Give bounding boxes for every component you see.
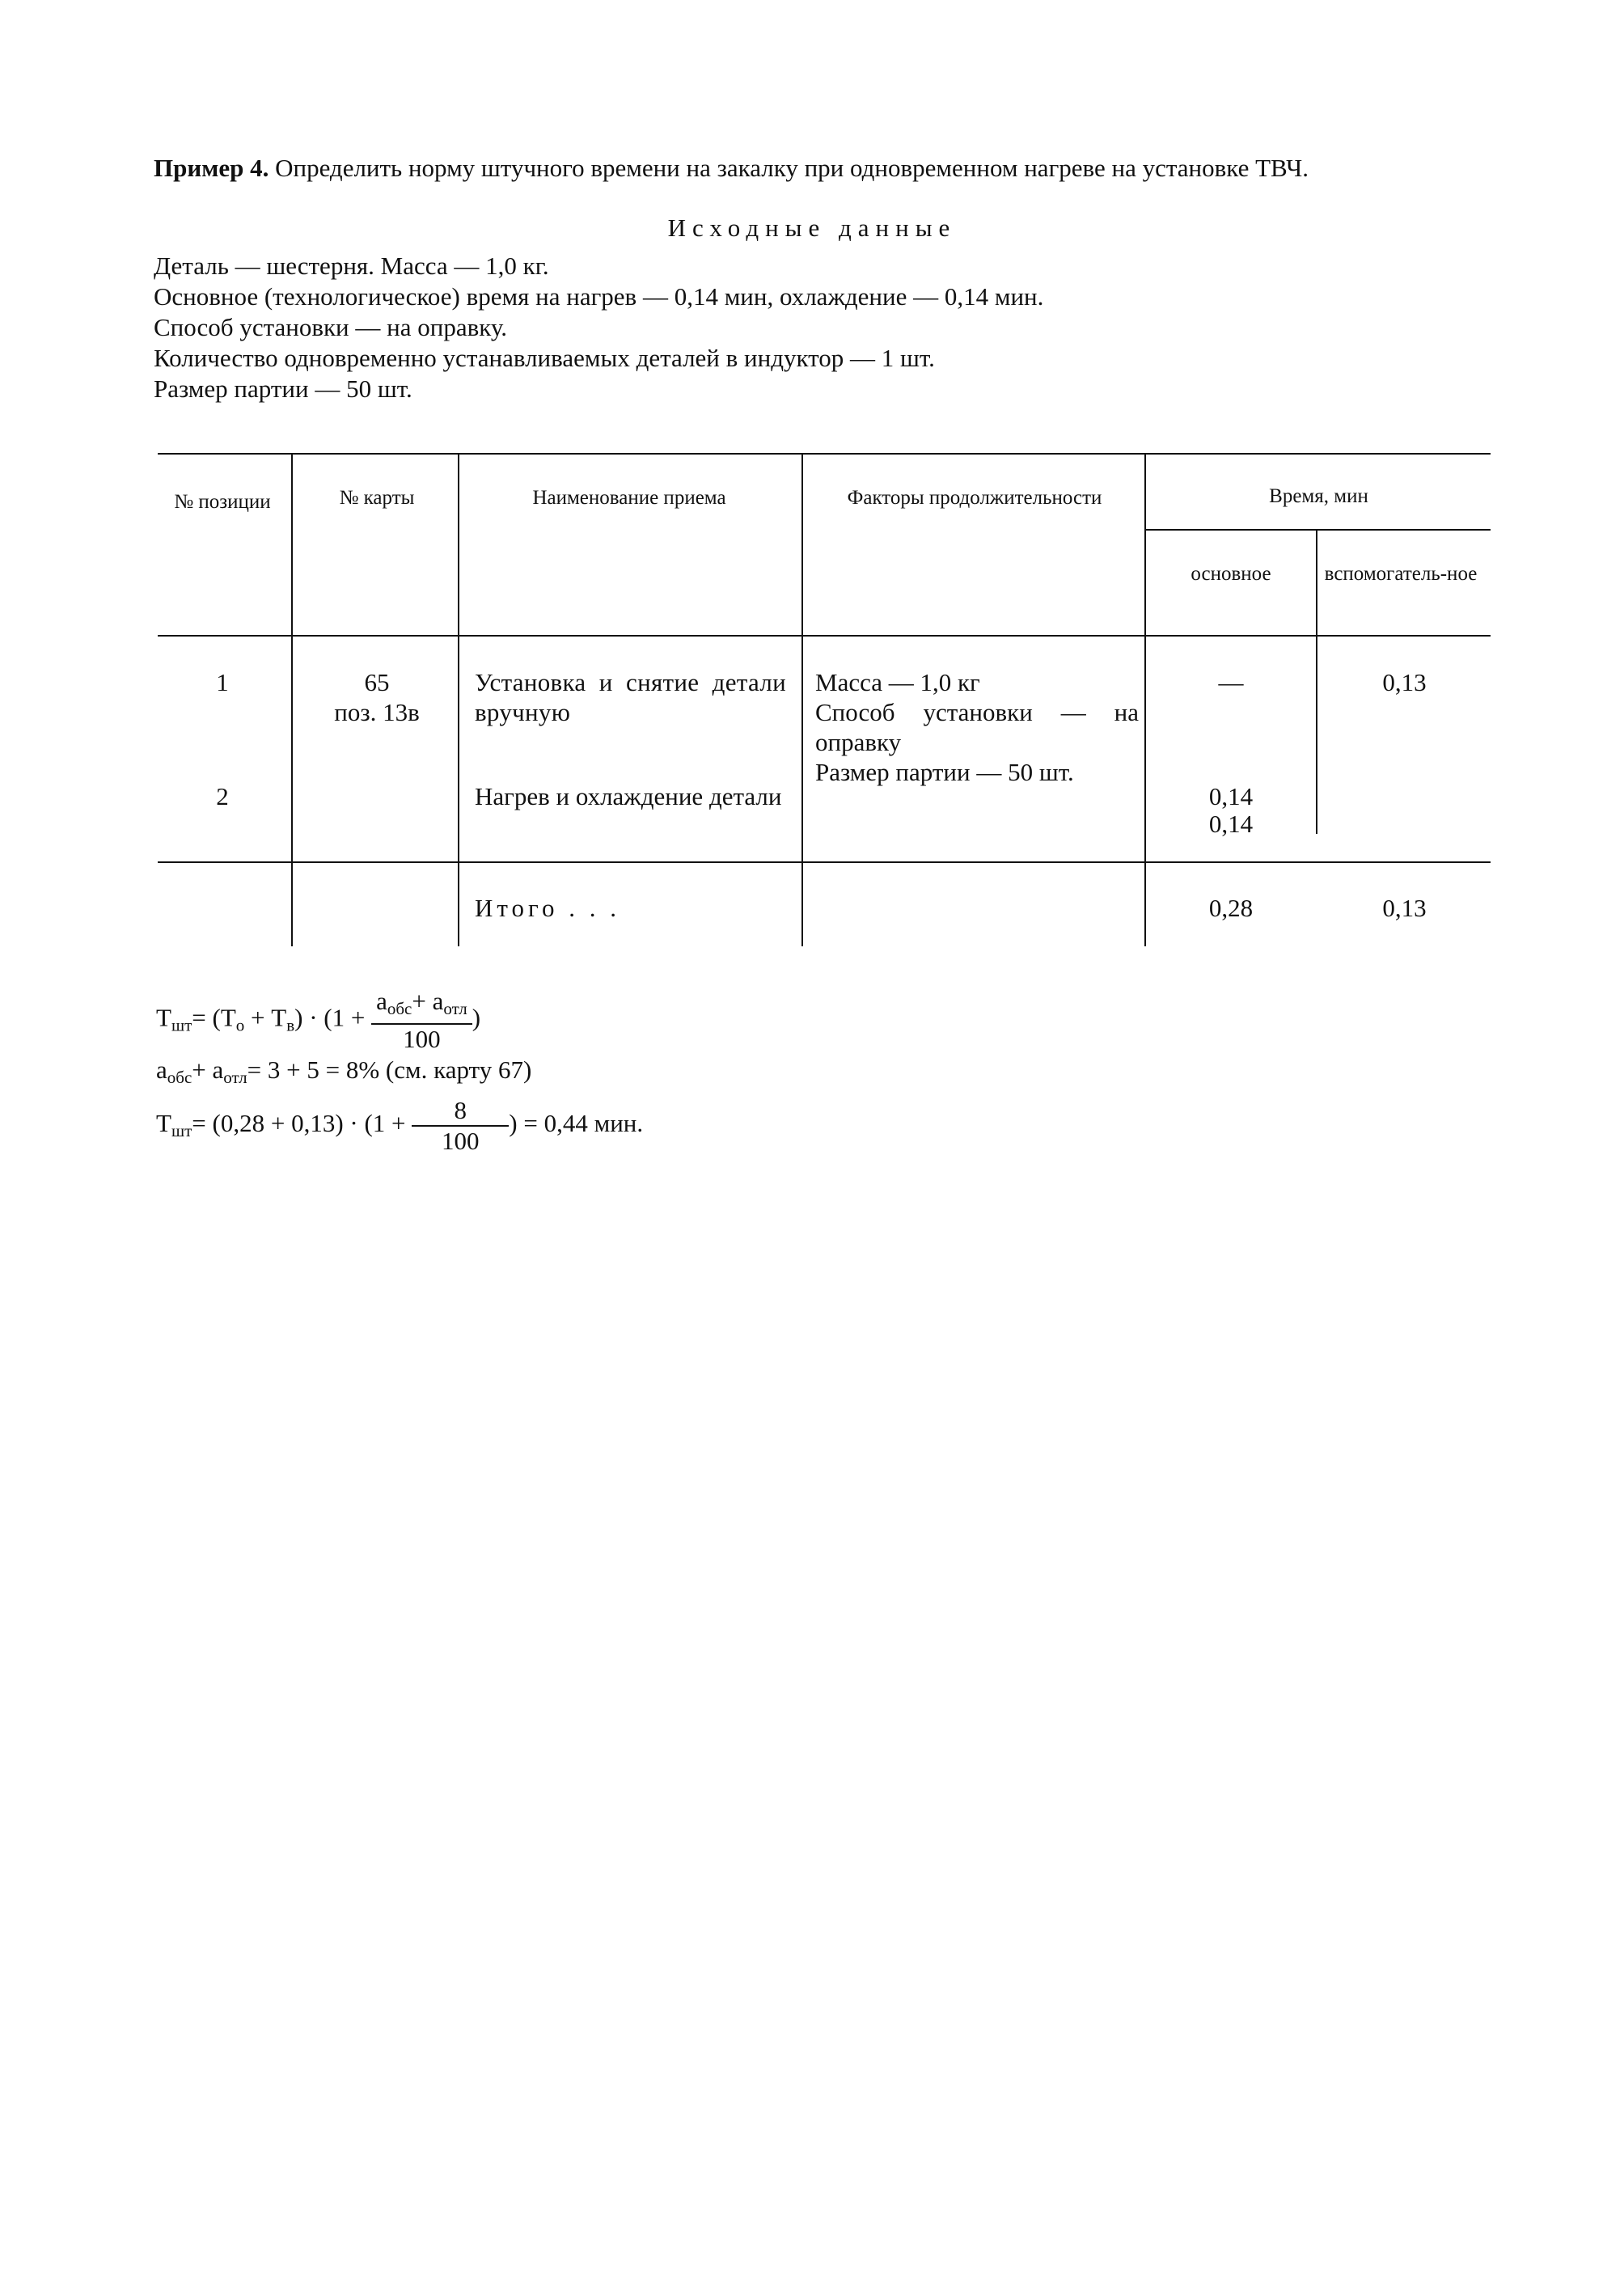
col-divider [1144, 453, 1146, 946]
given-line: Количество одновременно устанавливаемых деталей в индуктор — 1 шт. [154, 344, 935, 372]
header-position: № позиции [174, 491, 271, 513]
header-operation: Наименование приема [532, 487, 726, 509]
section-heading: Исходные данные [667, 214, 957, 242]
example-label: Пример 4. [154, 154, 269, 182]
col-divider [1316, 531, 1317, 834]
row1-factor-method: Способ установки — на оправку [815, 698, 1139, 756]
row1-operation: Установка и снятие детали вручную [475, 668, 786, 726]
header-factors: Факторы продолжительности [847, 487, 1102, 509]
row2-operation: Нагрев и охлаждение детали [475, 782, 782, 810]
given-line: Основное (технологическое) время на нагрев — 0,14 мин, охлаждение — 0,14 мин. [154, 282, 1044, 311]
row2-main-cooling: 0,14 [1208, 810, 1254, 838]
given-line: Деталь — шестерня. Масса — 1,0 кг. [154, 252, 549, 280]
col-divider [801, 453, 803, 946]
header-card: № карты [339, 487, 415, 509]
formula-result: $Т_{шт}= (0,28 + 0,13) \cdot (1$ + $\frac{8}{100}$ ) = 0,44 мин. [156, 1096, 644, 1155]
total-aux-time: 0,13 [1382, 894, 1427, 922]
row1-factor-mass: Масса — 1,0 кг [815, 668, 980, 696]
total-main-time: 0,28 [1208, 894, 1254, 922]
row1-factor-batch: Размер партии — 50 шт. [815, 758, 1074, 786]
col-divider [291, 453, 293, 946]
formula-allowance: $a_{обс}+ a_{отл}= 3 + 5 = 8\%$ (см. карту 67) [156, 1056, 532, 1087]
example-intro [154, 152, 1495, 184]
row2-main-heating: 0,14 [1208, 782, 1254, 810]
row1-card-position: поз. 13в [334, 698, 420, 726]
table-top-rule [158, 453, 1491, 455]
formula-piece-time: $Т_{шт}= (Т_о + Т_в) \cdot (1$ + $\frac{a_{обс}+ a_{отл}}{100}$ ) [156, 987, 481, 1053]
total-label: Итого . . . [475, 894, 620, 922]
row1-card-number: 65 [364, 668, 390, 696]
fraction: $\frac{a_{обс}+ a_{отл}}{100}$ [371, 987, 472, 1054]
time-subheader-rule [1144, 529, 1491, 531]
col-divider [458, 453, 459, 946]
header-aux-time: вспомогатель-ное [1324, 563, 1478, 585]
row1-main-time: — [1218, 668, 1244, 696]
table-header-rule [158, 635, 1491, 637]
header-time: Время, мин [1269, 485, 1368, 507]
fraction: $\frac{8}{100}$ [412, 1096, 509, 1156]
example-task: Определить норму штучного времени на закалку при одновременном нагреве на установке ТВЧ. [275, 154, 1309, 182]
given-line: Способ установки — на оправку. [154, 313, 507, 341]
table-total-rule [158, 861, 1491, 863]
header-main-time: основное [1191, 563, 1271, 585]
row1-aux-time: 0,13 [1382, 668, 1427, 696]
given-data-list [154, 251, 1043, 404]
row2-position: 2 [216, 782, 229, 810]
row1-position: 1 [216, 668, 229, 696]
given-line: Размер партии — 50 шт. [154, 374, 412, 403]
